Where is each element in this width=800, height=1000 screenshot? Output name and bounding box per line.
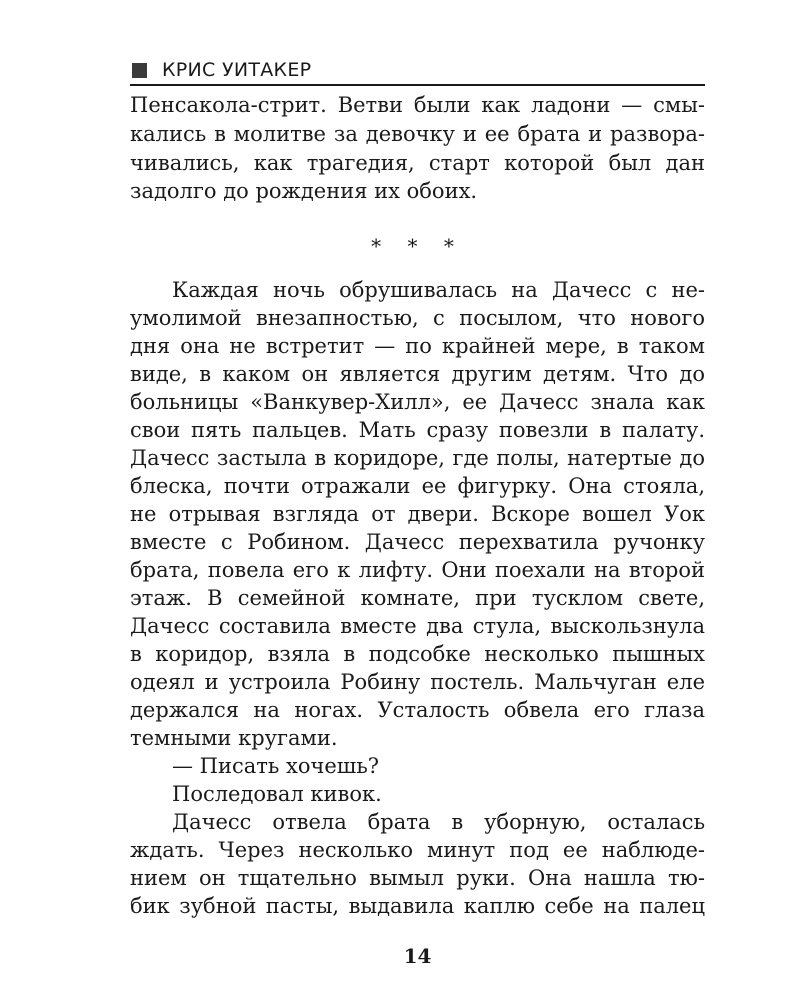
text-line: держался на ногах. Усталость обвела его глаза bbox=[130, 698, 705, 722]
text-line: Дачесс застыла в коридоре, где полы, натертые до bbox=[130, 446, 705, 470]
text-line: блеска, почти отражали ее фигурку. Она стояла, bbox=[130, 474, 705, 498]
text-line: в коридор, взяла в подсобке несколько пышных bbox=[130, 642, 705, 666]
text-line: виде, в каком он является другим детям. Что до bbox=[130, 362, 705, 386]
text-line: вместе с Робином. Дачесс перехватила ручонку bbox=[130, 530, 705, 554]
text-line: задолго до рождения их обоих. bbox=[130, 179, 478, 203]
text-line: дня она не встретит — по крайней мере, в таком bbox=[130, 334, 705, 358]
text-line: брата, повела его к лифту. Они поехали на второй bbox=[130, 558, 705, 582]
text-line: — Писать хочешь? bbox=[172, 754, 380, 778]
text-line: Последовал кивок. bbox=[172, 782, 382, 806]
page-number: 14 bbox=[403, 944, 432, 968]
section-separator: * * * bbox=[371, 234, 464, 258]
text-line: нием он тщательно вымыл руки. Она нашла тю- bbox=[130, 866, 705, 890]
text-line: Дачесс отвела брата в уборную, осталась bbox=[172, 810, 705, 834]
text-line: кались в молитве за девочку и ее брата и развора- bbox=[130, 122, 705, 146]
text-line: одеял и устроила Робину постель. Мальчуган еле bbox=[130, 670, 705, 694]
text-line: больницы «Ванкувер-Хилл», ее Дачесс знала как bbox=[130, 390, 705, 414]
text-line: этаж. В семейной комнате, при тусклом свете, bbox=[130, 586, 705, 610]
running-header bbox=[130, 58, 705, 86]
text-line: Каждая ночь обрушивалась на Дачесс с не- bbox=[172, 278, 705, 302]
text-line: ждать. Через несколько минут под ее наблюде- bbox=[130, 838, 705, 862]
text-line: Пенсакола-стрит. Ветви были как ладони — смы- bbox=[130, 93, 705, 117]
text-line: бик зубной пасты, выдавила каплю себе на палец bbox=[130, 894, 705, 918]
text-line: Дачесс составила вместе два стула, выскользнула bbox=[130, 614, 705, 638]
text-line: свои пять пальцев. Мать сразу повезли в палату. bbox=[130, 418, 705, 442]
text-line: чивались, как трагедия, старт которой был дан bbox=[130, 151, 705, 175]
header-square-ornament bbox=[132, 63, 147, 78]
text-line: темными кругами. bbox=[130, 726, 338, 750]
header-author-name: КРИС УИТАКЕР bbox=[162, 59, 312, 81]
text-line: не отрывая взгляда от двери. Вскоре вошел Уок bbox=[130, 502, 705, 526]
text-line: умолимой внезапностью, с посылом, что нового bbox=[130, 306, 705, 330]
